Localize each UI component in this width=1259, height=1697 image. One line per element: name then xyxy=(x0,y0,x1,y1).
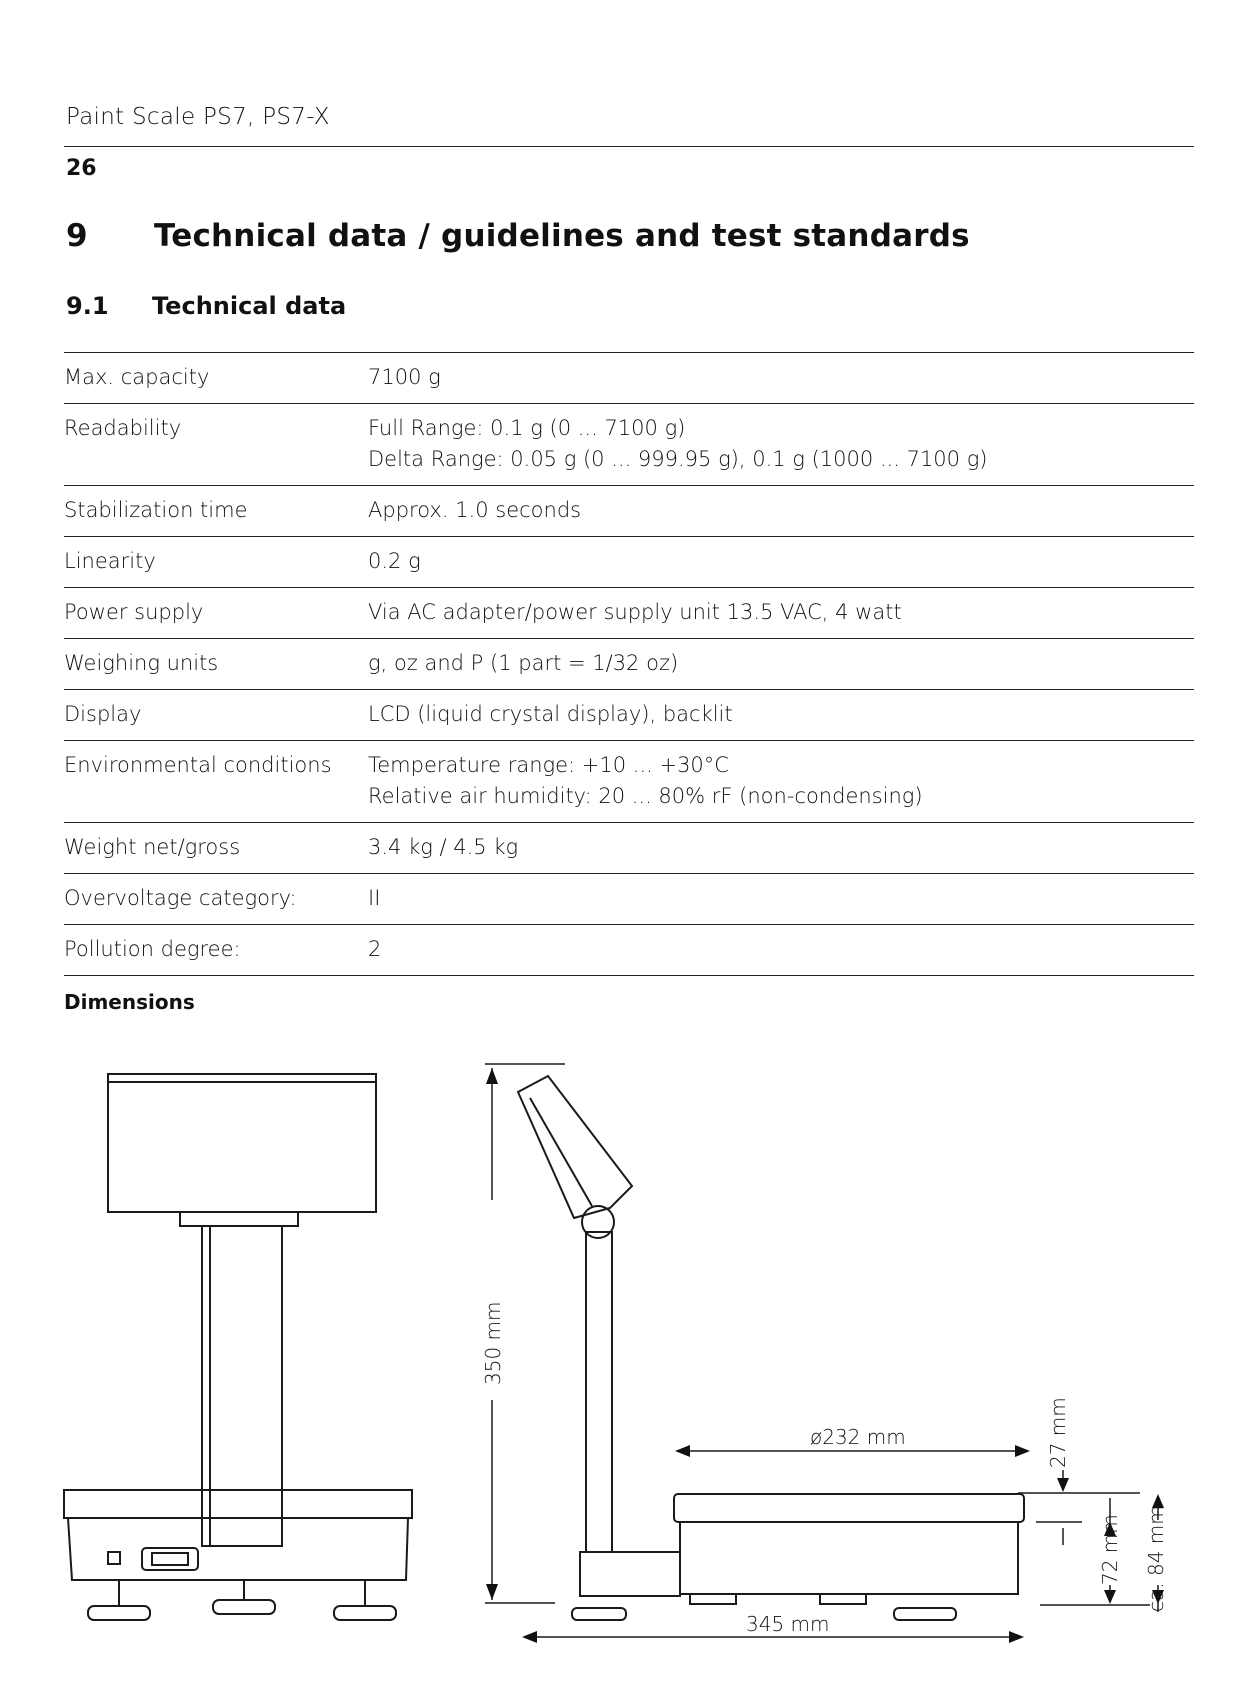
dimension-arrows xyxy=(486,1068,1164,1643)
spec-value-line: g, oz and P (1 part = 1/32 oz) xyxy=(368,651,679,675)
dimensions-heading: Dimensions xyxy=(64,990,195,1014)
display-offset-label: 27 mm xyxy=(1046,1397,1070,1468)
height-dimension-label: 350 mm xyxy=(481,1301,505,1385)
spec-value-line: 0.2 g xyxy=(368,549,421,573)
spec-value-line: 3.4 kg / 4.5 kg xyxy=(368,835,519,859)
spec-value-line: Approx. 1.0 seconds xyxy=(368,498,582,522)
spec-label: Weight net/gross xyxy=(64,835,241,859)
front-view-drawing xyxy=(64,1074,412,1620)
spec-label: Weighing units xyxy=(64,651,219,675)
spec-label: Pollution degree: xyxy=(64,937,241,961)
overall-platform-height-label: ca. 84 mm xyxy=(1144,1505,1168,1612)
section-title: Technical data / guidelines and test standards xyxy=(154,218,970,254)
platform-diameter-label: ø232 mm xyxy=(810,1425,906,1449)
platform-height-label: 72 mm xyxy=(1098,1514,1122,1585)
spec-label: Display xyxy=(64,702,142,726)
spec-value-line: 7100 g xyxy=(368,365,441,389)
spec-label: Environmental conditions xyxy=(64,753,332,777)
spec-value-line: Delta Range: 0.05 g (0 ... 999.95 g), 0.1 g (1000 ... 7100 g) xyxy=(368,447,988,471)
spec-value-line: Via AC adapter/power supply unit 13.5 VAC, 4 watt xyxy=(368,600,902,624)
document-header-title: Paint Scale PS7, PS7-X xyxy=(66,104,330,130)
spec-label: Readability xyxy=(64,416,182,440)
spec-value-line: 2 xyxy=(368,937,382,961)
depth-dimension-label: 345 mm xyxy=(746,1612,830,1636)
spec-label: Power supply xyxy=(64,600,204,624)
subsection-number: 9.1 xyxy=(66,292,109,320)
spec-value-line: Temperature range: +10 ... +30°C xyxy=(368,753,729,777)
side-view-drawing xyxy=(518,1076,1024,1620)
spec-value-line: Relative air humidity: 20 ... 80% rF (non-condensing) xyxy=(368,784,923,808)
spec-label: Linearity xyxy=(64,549,156,573)
spec-value-line: LCD (liquid crystal display), backlit xyxy=(368,702,733,726)
spec-label: Stabilization time xyxy=(64,498,248,522)
spec-label: Overvoltage category: xyxy=(64,886,297,910)
page-number: 26 xyxy=(66,156,97,181)
spec-value-line: Full Range: 0.1 g (0 ... 7100 g) xyxy=(368,416,686,440)
subsection-title: Technical data xyxy=(152,292,347,320)
spec-label: Max. capacity xyxy=(64,365,210,389)
section-number: 9 xyxy=(66,218,88,254)
spec-value-line: II xyxy=(368,886,381,910)
